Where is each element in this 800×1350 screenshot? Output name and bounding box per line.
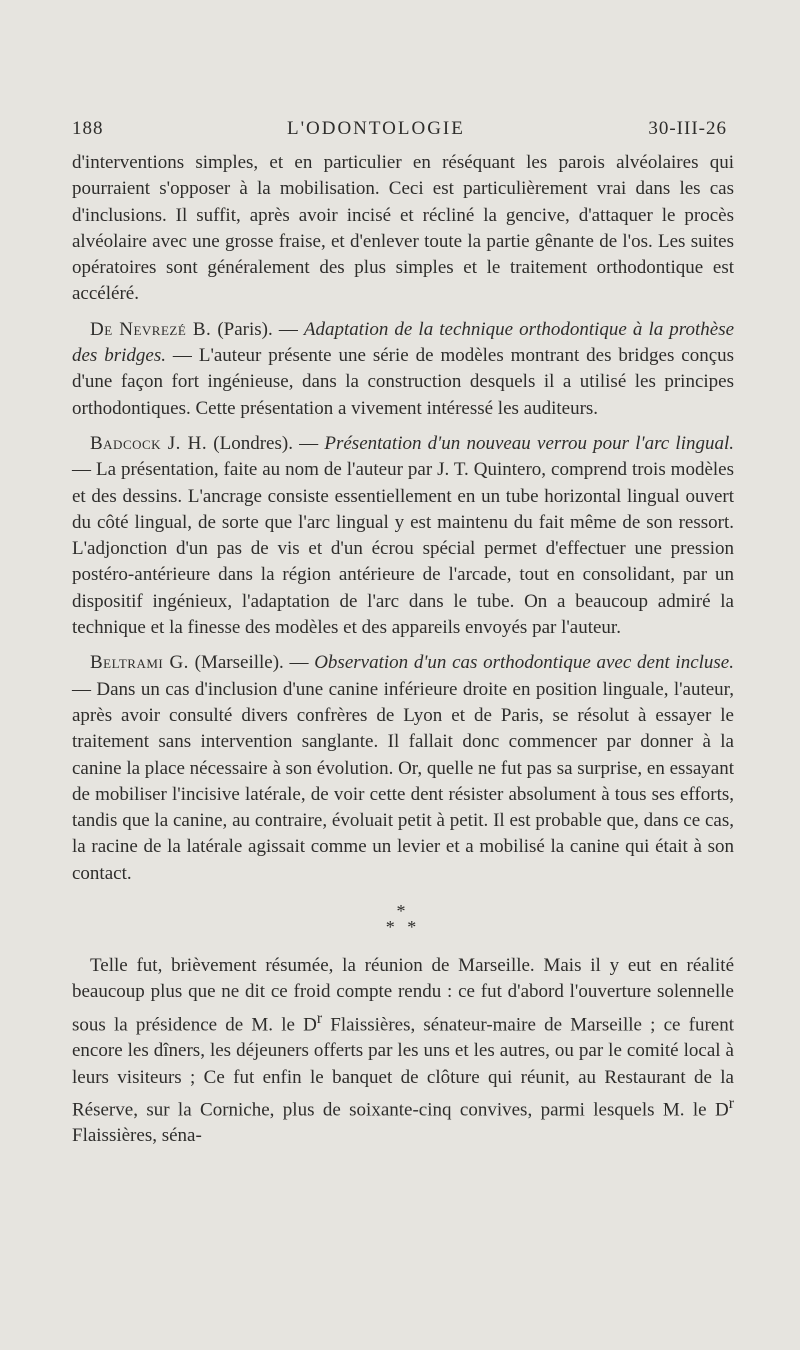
entry-text: Dans un cas d'inclusion d'une canine inférieure droite en position linguale, l'auteur, après avoir consulté divers confrères de Lyon et de Paris, se résolut à essayer le traitement sans intervention sanglante. Il fallait donc commencer par donner à la canine la place nécessaire à son évolution. Or, quelle ne fut pas sa surprise, en essayant de mobiliser l'incisive latérale, de voir cette dent résister absolument à tous ses efforts, tandis que la canine, au contraire, évoluait petit à petit. Il est probable que, dans ce cas, la racine de la latérale agissait comme un levier et a mobilisé la canine qui était à son contact. [72,678,734,884]
entry-beltrami [72,650,734,887]
entry-nevreze [72,317,734,422]
closing-text-2: Flaissières, sénateur-maire de Marseille ; ce furent encore les dîners, les déjeuners offerts par les uns et les autres, ou par le comité local à leurs visiteurs ; Ce fut enfin le banquet de clôture qui réunit, au Restaurant de la Réserve, sur la Corniche, plus de soixante-cinq convives, parmi lesquels M. le D [72,1013,734,1121]
doctor-superscript: r [316,1009,323,1027]
entry-dash: — [299,432,319,454]
article-body [72,150,734,1150]
issue-date: 30-III-26 [648,118,727,139]
entry-text: La présentation, faite au nom de l'auteur par J. T. Quintero, comprend trois modèles et des dessins. L'ancrage consiste essentiellement en un tube horizontal lingual ouvert du côté lingual, de sorte que l'arc lingual y est maintenu du fait même de son ressort. L'adjonction d'un pas de vis et d'un écrou spécial permet d'effectuer une pression postéro-antérieure dans la région antérieure de l'arcade, tout en consolidant, par un dispositif ingénieux, l'adaptation de l'arc dans le tube. On a beaucoup admiré la technique et la finesse des modèles et des appareils envoyés par l'auteur. [72,459,734,639]
doctor-superscript: r [728,1094,734,1112]
entry-text: L'auteur présente une série de modèles montrant des bridges conçus d'une façon fort ingénieuse, dans la construction desquels il a utilisé les principes orthodontiques. Cette présentation a vivement intéressé les auditeurs. [72,345,735,419]
entry-dash: — [289,652,309,674]
asterism-separator [72,901,734,938]
entry-dash: — [278,318,298,340]
entry-title: Adaptation de la technique orthodontique à la prothèse des bridges. [72,318,735,367]
closing-text-1: Telle fut, brièvement résumée, la réunion de Marseille. Mais il y eut en réalité beaucoup plus que ne dit ce froid compte rendu : ce fut d'abord l'ouverture solennelle sous la présidence de M. le D [72,955,734,1035]
running-header [72,118,727,140]
journal-title: L'ODONTOLOGIE [286,118,465,139]
asterism-top: * [396,901,410,922]
intro-paragraph: d'interventions simples, et en particulier en réséquant les parois alvéolaires qui pourraient s'opposer à la mobilisation. Ceci est particulièrement vrai dans les cas d'inclusions. Il suffit, après avoir incisé et récliné la gencive, d'attaquer le procès alvéolaire avec une grosse fraise, et d'enlever toute la partie gênante de l'os. Les suites opératoires sont généralement des plus simples et le traitement orthodontique est accéléré. [72,152,734,305]
entry-dash: — [72,678,91,700]
entry-title: Présentation d'un nouveau verrou pour l'arc lingual. [324,432,735,454]
asterism-bottom: * * [385,917,421,938]
closing-paragraph [72,953,734,1150]
page-number: 188 [72,118,104,139]
entry-title: Observation d'un cas orthodontique avec dent incluse. [314,652,734,674]
entry-author: Badcock J. H. [90,432,208,454]
entry-city: (Marseille). [194,652,284,674]
entry-author: Beltrami G. [90,652,189,674]
entry-city: (Paris). [217,318,273,340]
entry-dash: — [172,345,192,367]
entry-badcock [72,431,734,641]
entry-city: (Londres). [213,432,293,454]
entry-author: De Nevrezé B. [90,318,212,340]
entry-dash: — [72,459,91,481]
closing-text-3: Flaissières, séna- [72,1125,202,1147]
